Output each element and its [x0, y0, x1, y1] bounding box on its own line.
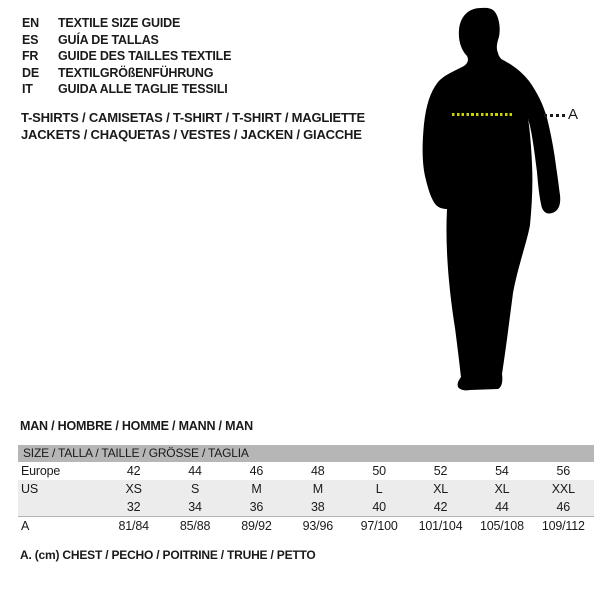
- size-cell: M: [312, 482, 323, 496]
- language-row-it: [22, 81, 231, 98]
- size-cell: 81/84: [118, 519, 149, 533]
- size-cell: 48: [311, 464, 325, 478]
- size-cell: 101/104: [418, 519, 463, 533]
- category-tshirts: T-SHIRTS / CAMISETAS / T-SHIRT / T-SHIRT / MAGLIETTE: [21, 110, 365, 125]
- size-cell: XXL: [551, 482, 575, 496]
- language-label: GUÍA DE TALLAS: [58, 32, 159, 47]
- size-cell: 85/88: [179, 519, 211, 533]
- language-label: GUIDE DES TAILLES TEXTILE: [58, 49, 232, 63]
- size-cell: L: [375, 482, 383, 496]
- size-cell: 56: [556, 464, 571, 478]
- language-label: TEXTILE SIZE GUIDE: [58, 16, 181, 30]
- language-code: IT: [22, 82, 33, 96]
- size-cell: 52: [433, 464, 448, 478]
- size-table-header: SIZE / TALLA / TAILLE / GRÖSSE / TAGLIA: [18, 445, 594, 462]
- size-cell: 46: [249, 464, 264, 478]
- size-cell: 50: [372, 464, 386, 478]
- table-row-chest: [18, 516, 594, 535]
- man-silhouette-figure: [415, 4, 565, 394]
- language-row-es: [22, 32, 231, 49]
- size-cell: 44: [495, 500, 509, 514]
- size-cell: XS: [125, 482, 142, 496]
- size-cell: 42: [433, 500, 448, 514]
- table-row-us: [18, 480, 594, 498]
- chest-measure-line-outer: [544, 114, 565, 117]
- size-cell: 89/92: [241, 519, 272, 533]
- size-cell: 36: [249, 500, 264, 514]
- size-cell: 34: [188, 500, 202, 514]
- man-silhouette-icon: [415, 4, 565, 394]
- row-label: US: [21, 482, 38, 496]
- size-cell: 97/100: [360, 519, 398, 533]
- measurement-footnote: A. (cm) CHEST / PECHO / POITRINE / TRUHE / PETTO: [20, 548, 316, 562]
- row-label: A: [21, 519, 30, 533]
- language-label: TEXTILGRÖßENFÜHRUNG: [58, 65, 214, 80]
- size-cell: 32: [126, 500, 141, 514]
- row-label: Europe: [21, 464, 61, 478]
- language-code: FR: [22, 49, 39, 63]
- language-guide-list: [22, 15, 231, 98]
- size-cell: S: [190, 482, 200, 496]
- size-cell: 42: [126, 464, 141, 478]
- size-cell: 38: [311, 500, 325, 514]
- category-jackets: JACKETS / CHAQUETAS / VESTES / JACKEN / GIACCHE: [21, 127, 362, 142]
- table-row-numeric: [18, 498, 594, 516]
- language-code: EN: [22, 16, 39, 30]
- size-cell: 54: [495, 464, 509, 478]
- garment-categories: [21, 109, 365, 143]
- language-row-fr: [22, 48, 231, 65]
- language-label: GUIDA ALLE TAGLIE TESSILI: [58, 82, 228, 96]
- language-row-en: [22, 15, 231, 32]
- size-cell: XL: [433, 482, 448, 496]
- size-cell: 40: [372, 500, 386, 514]
- chest-measure-line-inner: [452, 113, 514, 116]
- size-table: [18, 445, 594, 535]
- size-cell: XL: [494, 482, 510, 496]
- size-cell: 109/112: [541, 519, 585, 533]
- measure-label-a: A: [568, 106, 579, 123]
- size-cell: 93/96: [302, 519, 333, 533]
- size-cell: 105/108: [480, 519, 524, 533]
- language-code: DE: [22, 65, 39, 80]
- language-row-de: [22, 65, 231, 82]
- table-row-europe: [18, 462, 594, 480]
- language-code: ES: [22, 32, 39, 47]
- size-cell: M: [251, 482, 262, 496]
- section-title-man: MAN / HOMBRE / HOMME / MANN / MAN: [20, 419, 253, 433]
- size-cell: 44: [188, 464, 202, 478]
- size-cell: 46: [556, 500, 571, 514]
